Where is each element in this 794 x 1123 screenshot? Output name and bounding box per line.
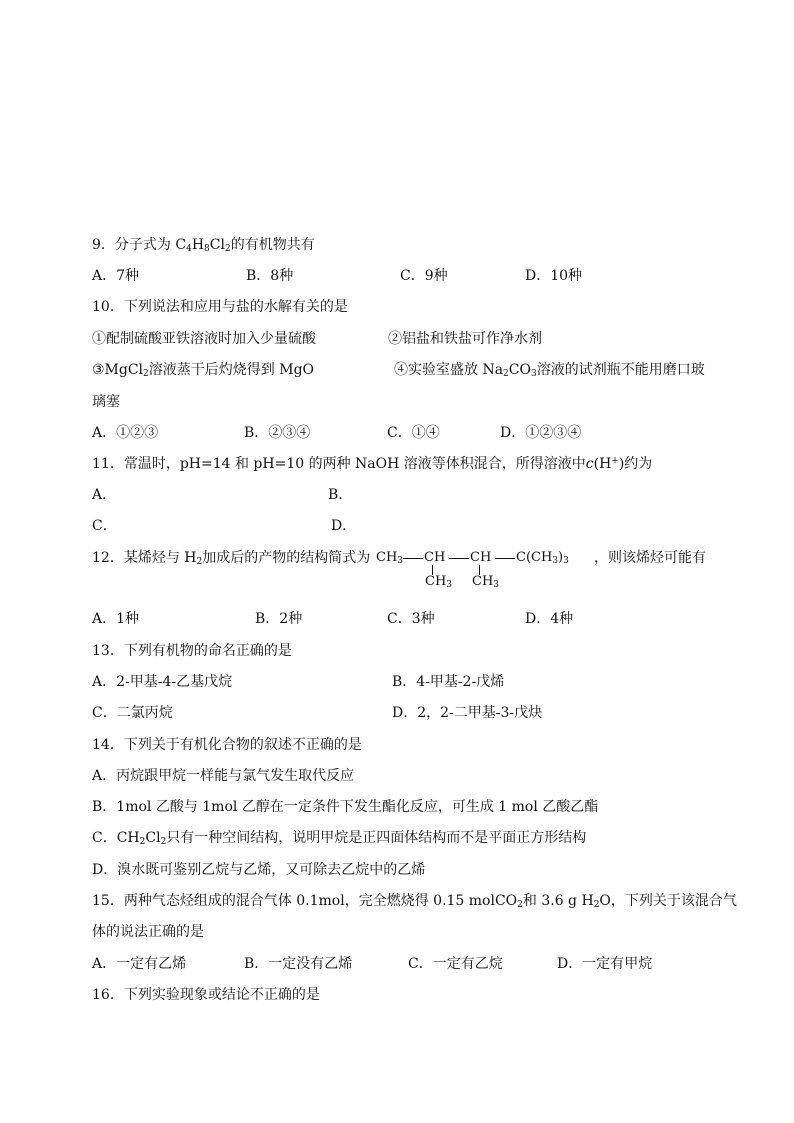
option-c: C．9种 bbox=[400, 268, 448, 284]
question-12-stem: 12．某烯烃与 $H_2$加成后的产物的结构简式为 bbox=[92, 550, 371, 567]
question-14-option-c: C．$CH_2Cl_2$只有一种空间结构，说明甲烷是正四面体结构而不是平面正方形结构 bbox=[92, 830, 587, 847]
branch-ch3-2: $CH_3$ bbox=[472, 574, 500, 590]
option-a: A．一定有乙烯 bbox=[92, 956, 187, 972]
item-4: ④实验室盛放 $Na_2CO_3$溶液的试剂瓶不能用磨口玻 bbox=[394, 362, 705, 379]
option-b: B．8种 bbox=[246, 268, 294, 284]
option-a: A．7种 bbox=[92, 268, 140, 284]
item-1: ①配制硫酸亚铁溶液时加入少量硫酸 bbox=[92, 331, 316, 347]
option-d: D．2，2-二甲基-3-戊炔 bbox=[392, 705, 543, 721]
option-a: A． bbox=[92, 487, 117, 503]
option-b: B．一定没有乙烯 bbox=[244, 956, 353, 972]
option-b: B． bbox=[328, 487, 353, 503]
question-10-stem: 10．下列说法和应用与盐的水解有关的是 bbox=[92, 299, 348, 315]
option-d: D．一定有甲烷 bbox=[557, 956, 653, 972]
item-4-continuation: 璃塞 bbox=[92, 394, 120, 410]
question-14-stem: 14．下列关于有机化合物的叙述不正确的是 bbox=[92, 737, 362, 753]
option-a: A．①②③ bbox=[92, 425, 159, 441]
option-b: B．4-甲基-2-戊烯 bbox=[392, 674, 505, 690]
bond-2 bbox=[449, 558, 469, 559]
question-13-stem: 13．下列有机物的命名正确的是 bbox=[92, 643, 292, 659]
group-c-tbutyl: $C(CH_3)_3$ bbox=[516, 550, 569, 566]
option-a: A．1种 bbox=[92, 611, 140, 627]
question-12-stem-end: ，则该烯烃可能有 bbox=[594, 550, 706, 566]
option-a: A．2-甲基-4-乙基戊烷 bbox=[92, 674, 233, 690]
question-15-stem: 15．两种气态烃组成的混合气体 0.1mol，完全燃烧得 0.15 molCO$_2$和 3.6 g $H_2O$，下列关于该混合气 bbox=[92, 893, 737, 910]
question-15-stem-continuation: 体的说法正确的是 bbox=[92, 924, 204, 940]
question-16-stem: 16．下列实验现象或结论不正确的是 bbox=[92, 987, 320, 1003]
option-c: C．一定有乙烷 bbox=[408, 956, 503, 972]
option-c: C．①④ bbox=[387, 425, 440, 441]
question-14-option-d: D．溴水既可鉴别乙烷与乙烯，又可除去乙烷中的乙烯 bbox=[92, 862, 426, 878]
option-d: D．10种 bbox=[525, 268, 583, 284]
question-14-option-b: B．1mol 乙酸与 1mol 乙醇在一定条件下发生酯化反应，可生成 1 mol 乙酸乙酯 bbox=[92, 799, 599, 815]
group-ch-2: CH bbox=[470, 550, 492, 565]
item-3: ③MgCl$_2$溶液蒸干后灼烧得到 MgO bbox=[92, 362, 315, 379]
option-d: D． bbox=[331, 518, 357, 534]
option-b: B．②③④ bbox=[244, 425, 311, 441]
option-d: D．4种 bbox=[525, 611, 574, 627]
question-9-stem: 9．分子式为 $C_4H_8Cl_2$的有机物共有 bbox=[92, 237, 315, 254]
branch-ch3-1: $CH_3$ bbox=[425, 574, 453, 590]
group-ch3: $CH_3$ bbox=[376, 550, 404, 566]
question-14-option-a: A．丙烷跟甲烷一样能与氯气发生取代反应 bbox=[92, 768, 355, 784]
option-b: B．2种 bbox=[255, 611, 303, 627]
bond-1 bbox=[403, 558, 423, 559]
question-11-stem: 11．常温时，pH=14 和 pH=10 的两种 NaOH 溶液等体积混合，所得溶液中c(H+)约为 bbox=[92, 456, 653, 472]
bond-3 bbox=[495, 558, 515, 559]
item-2: ②铝盐和铁盐可作净水剂 bbox=[388, 331, 542, 347]
option-d: D．①②③④ bbox=[500, 425, 582, 441]
group-ch-1: CH bbox=[424, 550, 446, 565]
option-c: C．二氯丙烷 bbox=[92, 705, 173, 721]
option-c: C．3种 bbox=[387, 611, 435, 627]
option-c: C． bbox=[92, 518, 117, 534]
